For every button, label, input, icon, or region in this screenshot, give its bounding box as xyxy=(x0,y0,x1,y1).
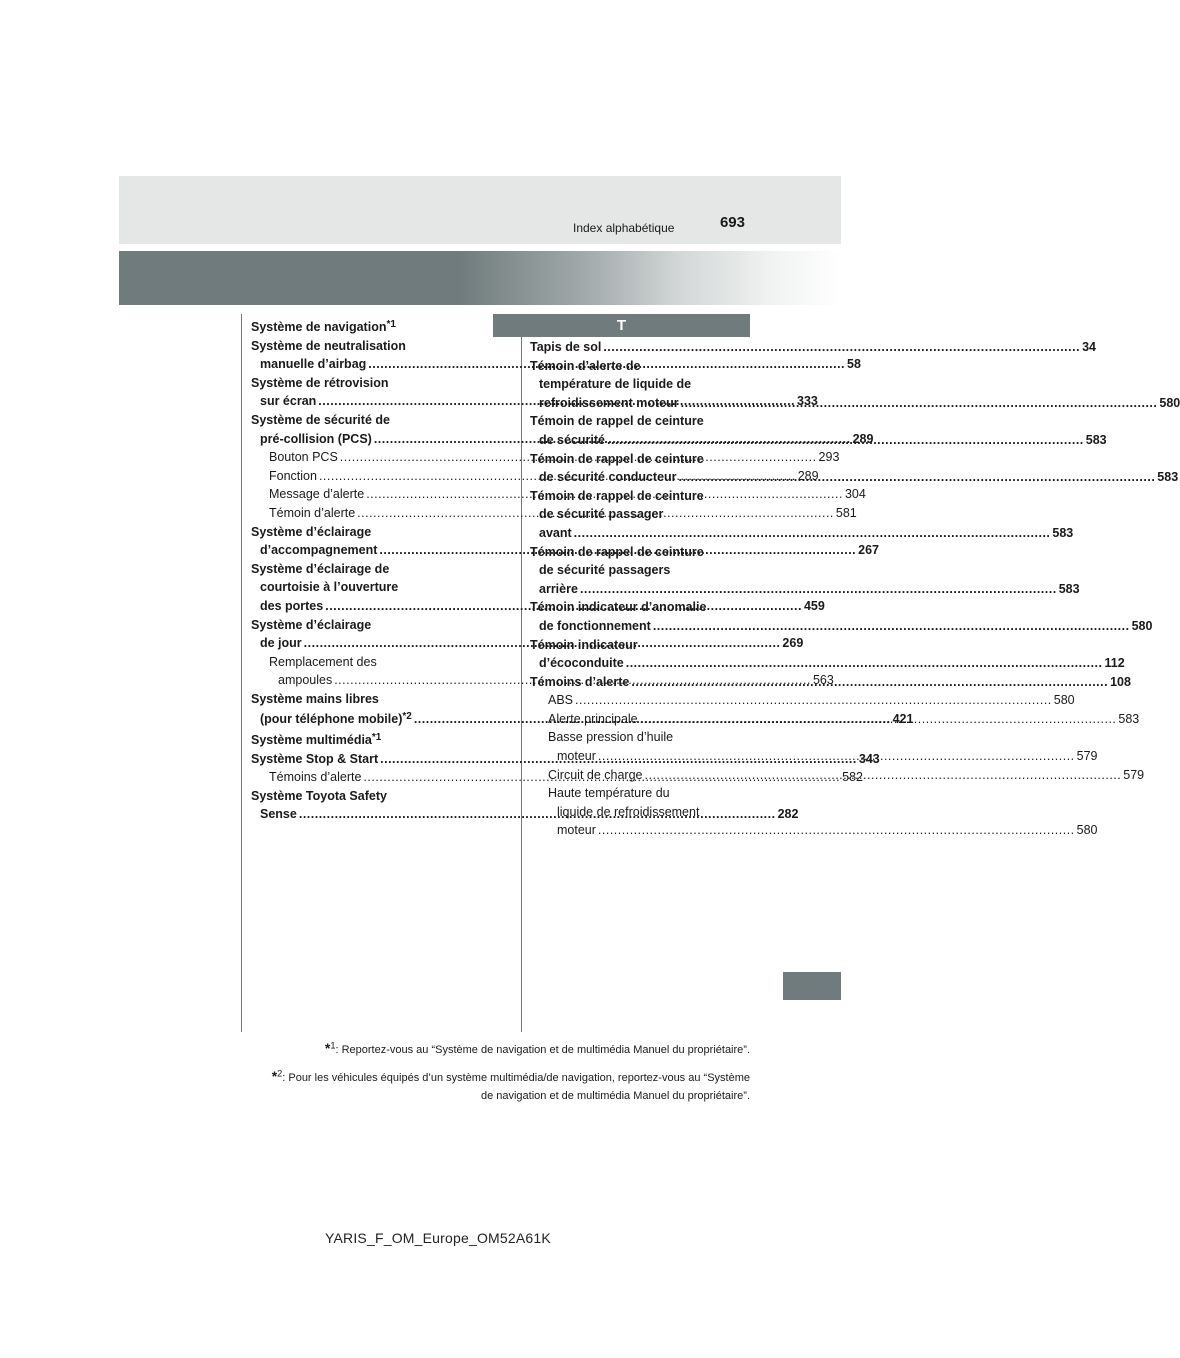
index-entry-text: Système Toyota Safety xyxy=(251,788,387,803)
dot-leader xyxy=(598,749,1075,763)
index-entry-text: arrière xyxy=(539,581,578,596)
index-entry-line xyxy=(251,616,470,635)
index-entry-line xyxy=(251,787,470,806)
index-entry-line xyxy=(251,523,470,542)
index-entry-text: Système de rétrovision xyxy=(251,375,389,390)
index-entry-text: Tapis de sol xyxy=(530,340,602,354)
dot-leader xyxy=(607,433,1084,447)
index-page-number: 583 xyxy=(1157,470,1179,485)
footnote-1-number: 1 xyxy=(330,1040,336,1051)
index-page-number: 580 xyxy=(1076,823,1098,838)
index-entry-line xyxy=(548,728,749,747)
index-entry-text: moteur xyxy=(557,749,596,764)
header-band xyxy=(119,176,841,244)
index-entry-text: Sense xyxy=(260,807,297,822)
index-entry-text: Témoin indicateur xyxy=(530,637,638,652)
index-page-number: 583 xyxy=(1052,525,1074,540)
index-entry-text: Bouton PCS xyxy=(269,450,338,465)
index-entry xyxy=(251,316,470,337)
dot-leader xyxy=(679,470,1156,484)
index-page-number: 108 xyxy=(1110,674,1131,689)
index-page-number: 580 xyxy=(1131,618,1153,633)
index-entry-text: Témoins d’alerte xyxy=(269,770,362,785)
index-entry-line xyxy=(251,729,470,750)
index-entry-text: pré-collision (PCS) xyxy=(260,431,372,446)
index-page-number: 583 xyxy=(1085,432,1107,447)
index-entry-text: de sécurité passager xyxy=(539,507,664,522)
index-entry-line xyxy=(548,803,749,822)
index-entry-line xyxy=(530,580,1080,599)
index-entry-text: Témoin d’alerte xyxy=(269,505,356,520)
footnote-1 xyxy=(325,1040,750,1056)
index-entry-text: liquide de refroidissement xyxy=(557,804,700,819)
index-entry-line xyxy=(530,598,749,617)
index-entry-text: moteur xyxy=(557,823,596,838)
footnote-reference: *1 xyxy=(371,732,382,744)
index-entry-text: Système d’éclairage de xyxy=(251,561,390,576)
index-entry-text: Alerte principale xyxy=(548,711,638,726)
index-page-number: 583 xyxy=(1118,711,1140,726)
index-entry-text: Message d’alerte xyxy=(269,487,365,502)
dot-leader xyxy=(580,582,1057,596)
index-entry-text: Témoin de rappel de ceinture xyxy=(530,414,704,429)
index-entry-text: ABS xyxy=(548,693,574,708)
dot-leader xyxy=(603,340,1080,354)
index-entry-line xyxy=(530,450,749,469)
index-page-number: 333 xyxy=(797,394,818,409)
section-title: Index alphabétique xyxy=(573,221,675,235)
footnote-1-text: : Reportez-vous au “Système de navigation et de multimédia Manuel du propriétaire”. xyxy=(335,1044,750,1056)
footnote-2-mark: * xyxy=(271,1068,278,1084)
index-entry-line xyxy=(530,338,1096,357)
footnote-2-number: 2 xyxy=(277,1068,283,1079)
index-page-number: 582 xyxy=(842,770,864,785)
index-page-number: 459 xyxy=(803,598,825,613)
index-entry-line xyxy=(530,636,749,655)
index-entry-text: Haute température du xyxy=(548,786,670,801)
index-entry-text: Remplacement des xyxy=(269,654,377,669)
index-entry-line xyxy=(251,411,470,430)
page-number: 693 xyxy=(719,214,745,231)
index-entry-line xyxy=(251,337,470,356)
index-entry-line xyxy=(530,357,749,376)
index-entry-text: d’écoconduite xyxy=(539,656,624,671)
index-entry-text: de fonctionnement xyxy=(539,618,651,633)
index-entry-line xyxy=(251,316,470,337)
dot-leader xyxy=(575,693,1052,707)
dot-leader xyxy=(626,656,1103,670)
dot-leader xyxy=(640,712,1117,726)
index-page-number: 580 xyxy=(1053,693,1075,708)
index-page-number: 583 xyxy=(1058,581,1080,596)
index-entry-line xyxy=(251,690,470,709)
dot-leader xyxy=(631,675,1108,689)
index-page-number: 343 xyxy=(858,751,880,766)
index-entry-text: de sécurité passagers xyxy=(539,563,671,578)
index-entry-line xyxy=(530,561,749,580)
index-entry-text: (pour téléphone mobile) xyxy=(260,712,403,727)
footnote-2 xyxy=(272,1068,750,1084)
index-entry-text: Témoin de rappel de ceinture xyxy=(530,451,704,466)
index-entry-text: Système d’éclairage xyxy=(251,524,372,539)
index-entry-text: Système mains libres xyxy=(251,691,379,706)
index-entry-text: refroidissement moteur xyxy=(539,395,679,410)
index-page-number: 289 xyxy=(797,468,819,483)
index-entry-text: courtoisie à l’ouverture xyxy=(260,580,399,595)
index-entry-line xyxy=(530,654,1125,673)
footnote-2-text: : Pour les véhicules équipés d’un système multimédia/de navigation, reportez-vous au “Système xyxy=(282,1072,750,1084)
index-entry-text: Fonction xyxy=(269,468,317,483)
index-page-number: 282 xyxy=(777,807,799,822)
index-entry-text: Système multimédia xyxy=(251,733,372,748)
index-page-number: 421 xyxy=(892,712,914,727)
index-entry-text: de sécurité xyxy=(539,432,606,447)
index-entry xyxy=(530,338,1096,357)
index-entry-text: de sécurité conducteur xyxy=(539,470,677,485)
index-page-number: 581 xyxy=(835,505,857,520)
footnote-reference: *2 xyxy=(402,711,412,723)
index-page-number: 269 xyxy=(782,636,804,651)
index-entry-line xyxy=(251,374,470,393)
chapter-side-tab xyxy=(783,972,841,1000)
index-page-number: 267 xyxy=(858,543,879,558)
index-page-number: 579 xyxy=(1076,749,1098,764)
index-entry-text: Système de navigation xyxy=(251,320,387,334)
index-entry-text: température de liquide de xyxy=(539,377,692,392)
decorative-gradient-bar xyxy=(119,251,841,305)
index-page-number: 580 xyxy=(1159,395,1180,410)
index-entry-line xyxy=(251,578,470,597)
index-entry-text: des portes xyxy=(260,598,324,613)
document-code: YARIS_F_OM_Europe_OM52A61K xyxy=(325,1230,551,1246)
index-page-number: 579 xyxy=(1123,767,1145,782)
index-entry-text: Système de sécurité de xyxy=(251,412,390,427)
index-entry-text: Circuit de charge xyxy=(548,767,643,782)
index-entry-text: avant xyxy=(539,525,572,540)
index-entry-line xyxy=(530,375,749,394)
letter-header: T xyxy=(493,314,750,337)
index-entry-text: Basse pression d’huile xyxy=(548,730,674,745)
index-entry-text: d’accompagnement xyxy=(260,543,378,558)
index-entry-line xyxy=(548,821,1098,840)
index-page-number: 34 xyxy=(1082,340,1096,354)
index-entry-line xyxy=(548,784,749,803)
dot-leader xyxy=(598,823,1075,837)
index-entry-text: Témoins d’alerte xyxy=(530,674,630,689)
index-entry-text: Témoin d’alerte de xyxy=(530,358,641,373)
index-entry-text: manuelle d’airbag xyxy=(260,357,367,372)
index-page-number: 289 xyxy=(852,431,874,446)
dot-leader xyxy=(574,526,1051,540)
footnote-1-mark: * xyxy=(324,1040,331,1056)
index-entry-line xyxy=(530,487,749,506)
index-page-number: 112 xyxy=(1104,656,1125,671)
index-page-number: 58 xyxy=(847,357,861,372)
index-entry-text: sur écran xyxy=(260,394,317,409)
dot-leader xyxy=(653,619,1130,633)
index-entry-line xyxy=(269,653,470,672)
column-divider-left xyxy=(241,314,242,1032)
index-entry-text: de jour xyxy=(260,636,302,651)
index-entry-line xyxy=(251,560,470,579)
index-entry-line xyxy=(530,617,1153,636)
index-entry xyxy=(530,691,1075,710)
index-entry-text: ampoules xyxy=(278,673,333,688)
index-entry-line xyxy=(548,691,1075,710)
dot-leader xyxy=(645,768,1122,785)
index-entry-text: Témoin de rappel de ceinture xyxy=(530,544,704,559)
index-entry-text: Témoin de rappel de ceinture xyxy=(530,488,704,503)
footnote-2-continued: de navigation et de multimédia Manuel du propriétaire”. xyxy=(480,1090,750,1102)
index-entry-text: Système de neutralisation xyxy=(251,338,406,353)
index-page-number: 293 xyxy=(818,450,840,465)
index-entry xyxy=(251,729,470,750)
index-entry-line xyxy=(530,543,749,562)
dot-leader xyxy=(681,396,1158,410)
index-page-number: 563 xyxy=(812,673,834,688)
index-entry-text: Système Stop & Start xyxy=(251,751,379,766)
index-entry-line xyxy=(530,412,749,431)
index-entry-text: Témoin indicateur d’anomalie xyxy=(530,600,707,615)
index-page-number: 304 xyxy=(844,487,866,502)
index-entry-line xyxy=(530,505,749,524)
index-entry-text: Système d’éclairage xyxy=(251,617,372,632)
index-entry-line xyxy=(530,524,1074,543)
footnote-reference: *1 xyxy=(386,319,396,330)
